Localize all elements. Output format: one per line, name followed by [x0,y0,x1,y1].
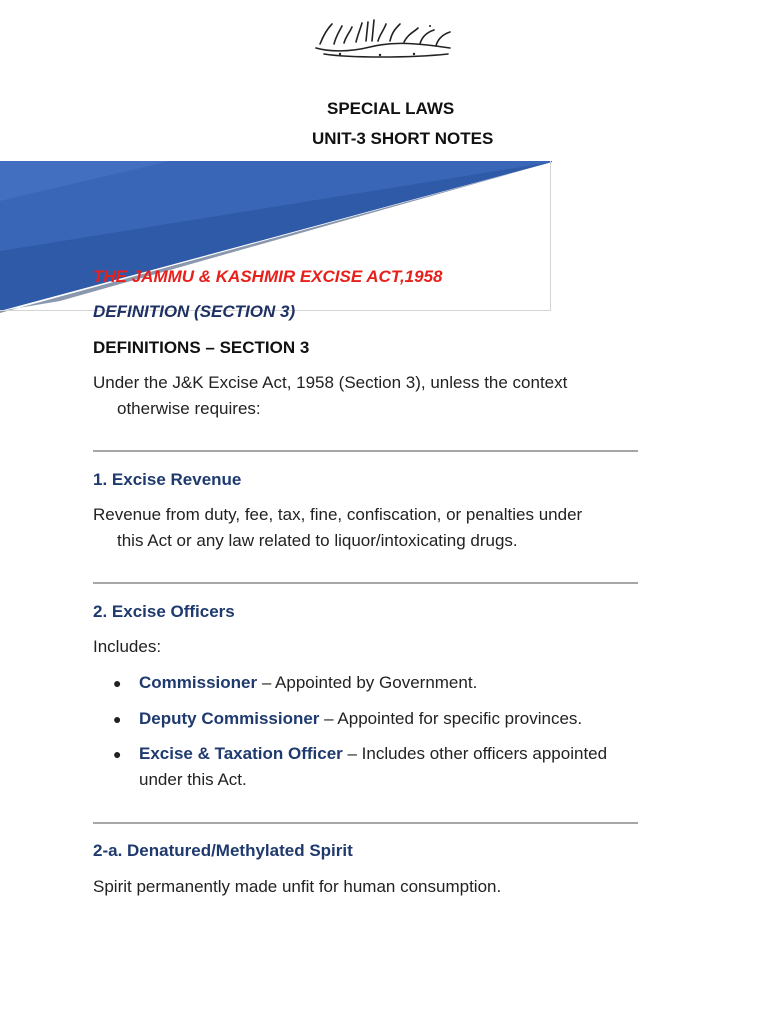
divider [93,822,638,824]
divider [93,450,638,452]
bismillah-calligraphy [310,14,456,60]
bullet-text-continued: under this Act. [139,770,247,789]
definitions-heading: DEFINITIONS – SECTION 3 [93,338,310,357]
bullet-icon: ● [113,675,122,691]
excise-revenue-paragraph [93,502,653,554]
bullet-text: – Appointed by Government. [257,673,478,692]
bullet-term: Commissioner [139,673,258,692]
intro-line-1: Under the J&K Excise Act, 1958 (Section 3), unless the context [93,373,568,392]
divider [93,582,638,584]
intro-line-2: otherwise requires: [117,399,261,418]
bullet-term: Deputy Commissioner [139,709,320,728]
definition-heading: DEFINITION (SECTION 3) [93,302,296,321]
excise-officers-intro: Includes: [93,637,162,656]
bullet-icon: ● [113,746,122,762]
bullet-text: – Includes other officers appointed [342,744,608,763]
intro-paragraph [93,370,653,422]
section-heading-excise-revenue: 1. Excise Revenue [93,470,242,489]
document-unit-title: UNIT-3 SHORT NOTES [312,129,494,148]
bullet-term: Excise & Taxation Officer [139,744,343,763]
bullet-icon: ● [113,711,122,727]
act-title: THE JAMMU & KASHMIR EXCISE ACT,1958 [93,267,443,286]
bullet-text: – Appointed for specific provinces. [319,709,583,728]
section-heading-excise-officers: 2. Excise Officers [93,602,235,621]
denatured-spirit-paragraph: Spirit permanently made unfit for human consumption. [93,877,502,896]
document-subject: SPECIAL LAWS [327,99,455,118]
excise-revenue-line-2: this Act or any law related to liquor/intoxicating drugs. [117,531,518,550]
section-heading-denatured-spirit: 2-a. Denatured/Methylated Spirit [93,841,353,860]
excise-revenue-line-1: Revenue from duty, fee, tax, fine, confiscation, or penalties under [93,505,583,524]
